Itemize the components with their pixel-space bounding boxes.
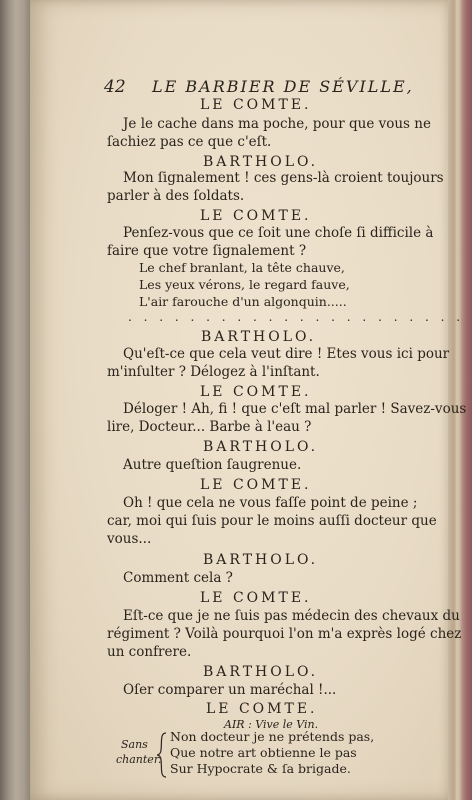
verse-line: Le chef branlant, la tête chauve, xyxy=(139,260,345,275)
dialogue-line: Eſt-ce que je ne ſuis pas médecin des chevaux du xyxy=(123,608,460,624)
dialogue-line: Comment cela ? xyxy=(123,570,233,586)
dialogue-line: Déloger ! Ah, fi ! que c'eſt mal parler ! Savez-vous xyxy=(123,401,467,417)
dialogue-line: faire que votre ſignalement ? xyxy=(107,243,307,259)
speaker-name: LE COMTE. xyxy=(200,208,312,224)
page-number: 42 xyxy=(104,77,126,97)
dialogue-line: Oh ! que cela ne vous faſſe point de peine ; xyxy=(123,495,418,511)
dialogue-line: Oſer comparer un maréchal !... xyxy=(123,682,337,698)
dialogue-line: ſachiez pas ce que c'eſt. xyxy=(107,134,272,150)
verse-line: Sur Hypocrate & ſa brigade. xyxy=(170,761,351,776)
speaker-name: LE COMTE. xyxy=(206,701,318,717)
dialogue-line: un confrere. xyxy=(107,644,192,660)
dialogue-line: Penſez-vous que ce ſoit une choſe ſi difficile à xyxy=(123,225,434,241)
speaker-name: BARTHOLO. xyxy=(203,154,319,170)
verse-line: Que notre art obtienne le pas xyxy=(170,745,357,760)
dialogue-line: Autre queſtion ſaugrenue. xyxy=(123,457,302,473)
speaker-name: LE COMTE. xyxy=(200,384,312,400)
book-spine-edge xyxy=(448,0,472,800)
ellipsis-row: . . . . . . . . . . . . . . . . . . . . . . xyxy=(128,310,465,324)
speaker-name: BARTHOLO. xyxy=(203,664,319,680)
speaker-name: LE COMTE. xyxy=(200,590,312,606)
speaker-name: BARTHOLO. xyxy=(203,439,319,455)
dialogue-line: Mon ſignalement ! ces gens-là croient toujours xyxy=(123,170,444,186)
dialogue-line: lire, Docteur... Barbe à l'eau ? xyxy=(107,419,312,435)
air-indication: AIR : Vive le Vin. xyxy=(224,718,319,731)
dialogue-line: parler à des ſoldats. xyxy=(107,188,245,204)
speaker-name: LE COMTE. xyxy=(200,477,312,493)
dialogue-line: régiment ? Voilà pourquoi l'on m'a exprès logé chez xyxy=(107,626,462,642)
speaker-name: BARTHOLO. xyxy=(203,552,319,568)
verse-line: L'air farouche d'un algonquin..... xyxy=(139,294,347,309)
running-title: LE BARBIER DE SÉVILLE, xyxy=(152,77,414,96)
speaker-name: LE COMTE. xyxy=(200,97,312,113)
dialogue-line: m'inſulter ? Délogez à l'inſtant. xyxy=(107,364,320,380)
dialogue-line: Je le cache dans ma poche, pour que vous ne xyxy=(123,116,431,132)
stage-aside: chanter. xyxy=(116,753,162,766)
verse-line: Les yeux vérons, le regard fauve, xyxy=(139,277,350,292)
dialogue-line: Qu'eſt-ce que cela veut dire ! Etes vous ici pour xyxy=(123,346,450,362)
dialogue-line: car, moi qui ſuis pour le moins auſſi docteur que xyxy=(107,513,437,529)
curly-brace xyxy=(156,732,168,778)
verse-line: Non docteur je ne prétends pas, xyxy=(170,729,375,744)
dialogue-line: vous... xyxy=(107,531,152,547)
speaker-name: BARTHOLO. xyxy=(201,329,317,345)
stage-aside: Sans xyxy=(121,738,148,751)
